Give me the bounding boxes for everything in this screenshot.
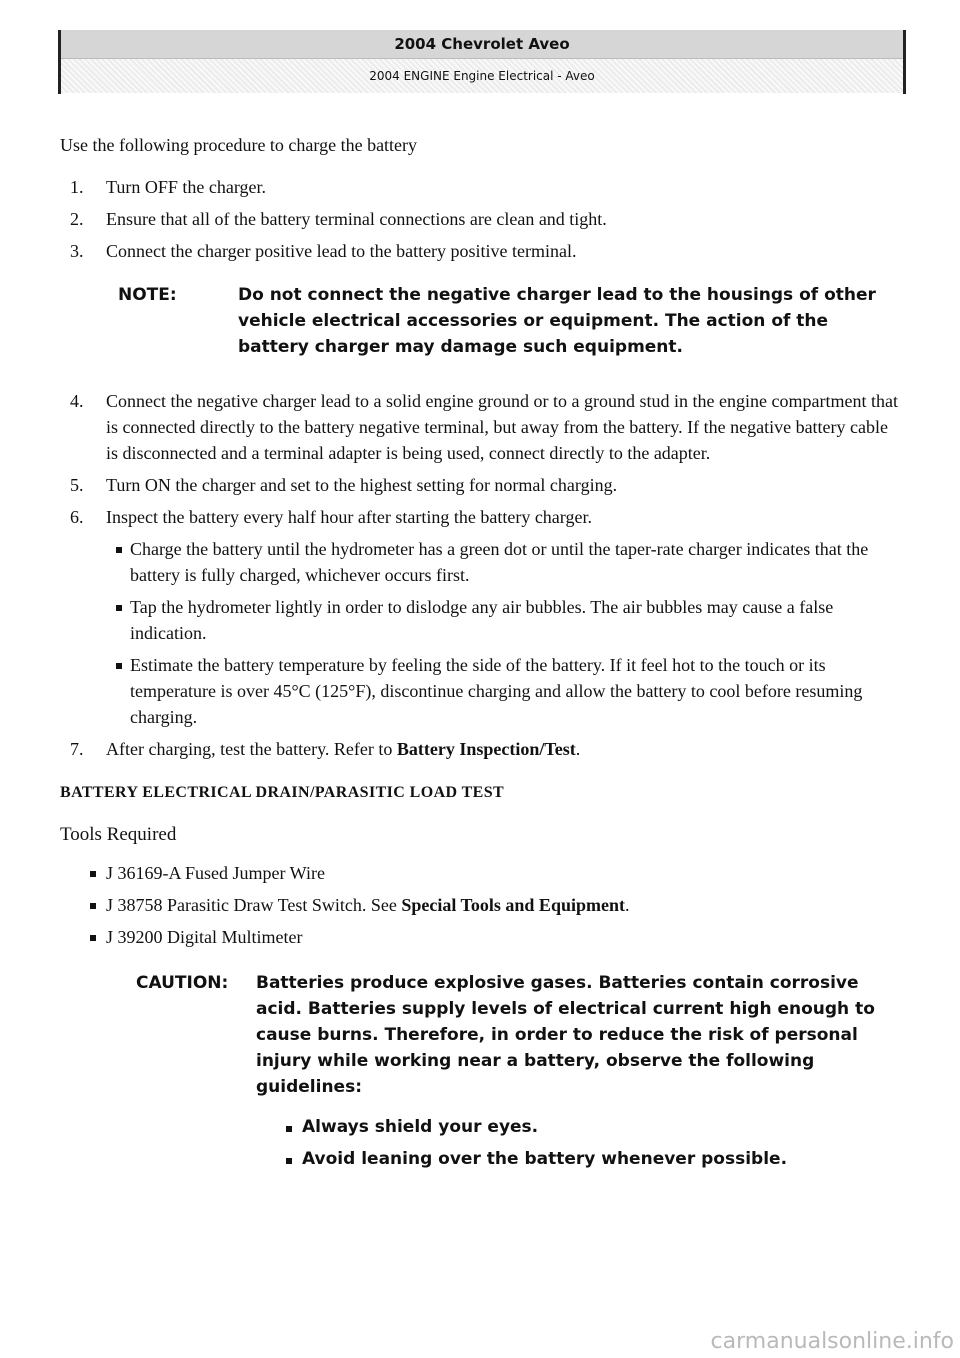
caution-text: Batteries produce explosive gases. Batteries contain corrosive acid. Batteries supply levels of electrical current high enough to cause burns. Therefore, in order to reduce the risk of personal injury while working near a battery, observe the following guidelines:: [256, 973, 875, 1097]
step-text: Turn ON the charger and set to the highest setting for normal charging.: [106, 475, 618, 495]
step-text: After charging, test the battery. Refer to: [106, 739, 397, 759]
caution-guidelines: [256, 1114, 900, 1172]
guideline-text: Avoid leaning over the battery whenever possible.: [302, 1149, 788, 1169]
step-number: 4.: [70, 391, 84, 411]
intro-text: Use the following procedure to charge the battery: [60, 135, 418, 155]
step-number: 1.: [70, 177, 84, 197]
bullet-icon: [116, 547, 122, 553]
step-item: [60, 388, 900, 466]
step-text-end: .: [575, 739, 581, 759]
header-title: 2004 Chevrolet Aveo: [61, 30, 903, 59]
caution-block: [60, 970, 900, 1172]
bullet-icon: [90, 871, 96, 877]
bullet-icon: [90, 903, 96, 909]
list-item: [256, 1114, 900, 1140]
tools-heading: Tools Required: [60, 824, 177, 845]
bullet-icon: [116, 605, 122, 611]
list-item: [106, 652, 900, 730]
bullet-icon: [286, 1126, 292, 1132]
step-text: Ensure that all of the battery terminal connections are clean and tight.: [106, 209, 607, 229]
tools-list: [60, 860, 900, 950]
step-item: [60, 206, 900, 232]
bullet-text: Charge the battery until the hydrometer has a green dot or until the taper-rate charger indicates that the battery is fully charged, whichever occurs first.: [130, 539, 869, 585]
bullet-icon: [116, 663, 122, 669]
step-item: [60, 238, 900, 264]
bullet-icon: [286, 1158, 292, 1164]
document-body: [60, 132, 900, 1178]
list-item: [60, 924, 900, 950]
tool-text: J 38758 Parasitic Draw Test Switch. See: [106, 895, 402, 915]
list-item: [256, 1146, 900, 1172]
section-title: BATTERY ELECTRICAL DRAIN/PARASITIC LOAD TEST: [60, 784, 505, 801]
step-text: Inspect the battery every half hour after starting the battery charger.: [106, 507, 592, 527]
step-text: Turn OFF the charger.: [106, 177, 267, 197]
step-number: 3.: [70, 241, 84, 261]
step-item: [60, 736, 900, 762]
page-header: [58, 30, 906, 94]
list-item: [106, 536, 900, 588]
step-6-bullets: [106, 536, 900, 730]
tool-text-end: .: [624, 895, 630, 915]
list-item: [60, 860, 900, 886]
step-number: 5.: [70, 475, 84, 495]
step-number: 7.: [70, 739, 84, 759]
step-text: Connect the negative charger lead to a solid engine ground or to a ground stud in the engine compartment that is connected directly to the battery negative terminal, but away from the battery. If the negative battery cable is disconnected and a terminal adapter is being used, connect directly to the adapter.: [106, 391, 898, 463]
step-number: 6.: [70, 507, 84, 527]
bullet-text: Tap the hydrometer lightly in order to dislodge any air bubbles. The air bubbles may cause a false indication.: [130, 597, 834, 643]
note-text: Do not connect the negative charger lead to the housings of other vehicle electrical accessories or equipment. The action of the battery charger may damage such equipment.: [238, 285, 876, 357]
step-item: [60, 174, 900, 200]
step-item: [60, 504, 900, 730]
note-label: NOTE:: [118, 285, 177, 305]
tool-text: J 39200 Digital Multimeter: [106, 927, 303, 947]
watermark: carmanualsonline.info: [710, 1329, 954, 1354]
list-item: [60, 892, 900, 918]
step-text: Connect the charger positive lead to the battery positive terminal.: [106, 241, 577, 261]
guideline-text: Always shield your eyes.: [302, 1117, 539, 1137]
battery-inspection-link[interactable]: Battery Inspection/Test: [396, 739, 576, 759]
bullet-icon: [90, 935, 96, 941]
step-number: 2.: [70, 209, 84, 229]
note-block: [60, 282, 900, 360]
header-subtitle: 2004 ENGINE Engine Electrical - Aveo: [61, 59, 903, 93]
charging-steps-continued: [60, 388, 900, 762]
charging-steps: [60, 174, 900, 264]
tool-text: J 36169-A Fused Jumper Wire: [106, 863, 325, 883]
special-tools-link[interactable]: Special Tools and Equipment: [401, 895, 625, 915]
bullet-text: Estimate the battery temperature by feeling the side of the battery. If it feel hot to the touch or its temperature is over 45°C (125°F), discontinue charging and allow the battery to cool before resuming charging.: [130, 655, 863, 727]
step-item: [60, 472, 900, 498]
caution-label: CAUTION:: [136, 973, 229, 993]
list-item: [106, 594, 900, 646]
